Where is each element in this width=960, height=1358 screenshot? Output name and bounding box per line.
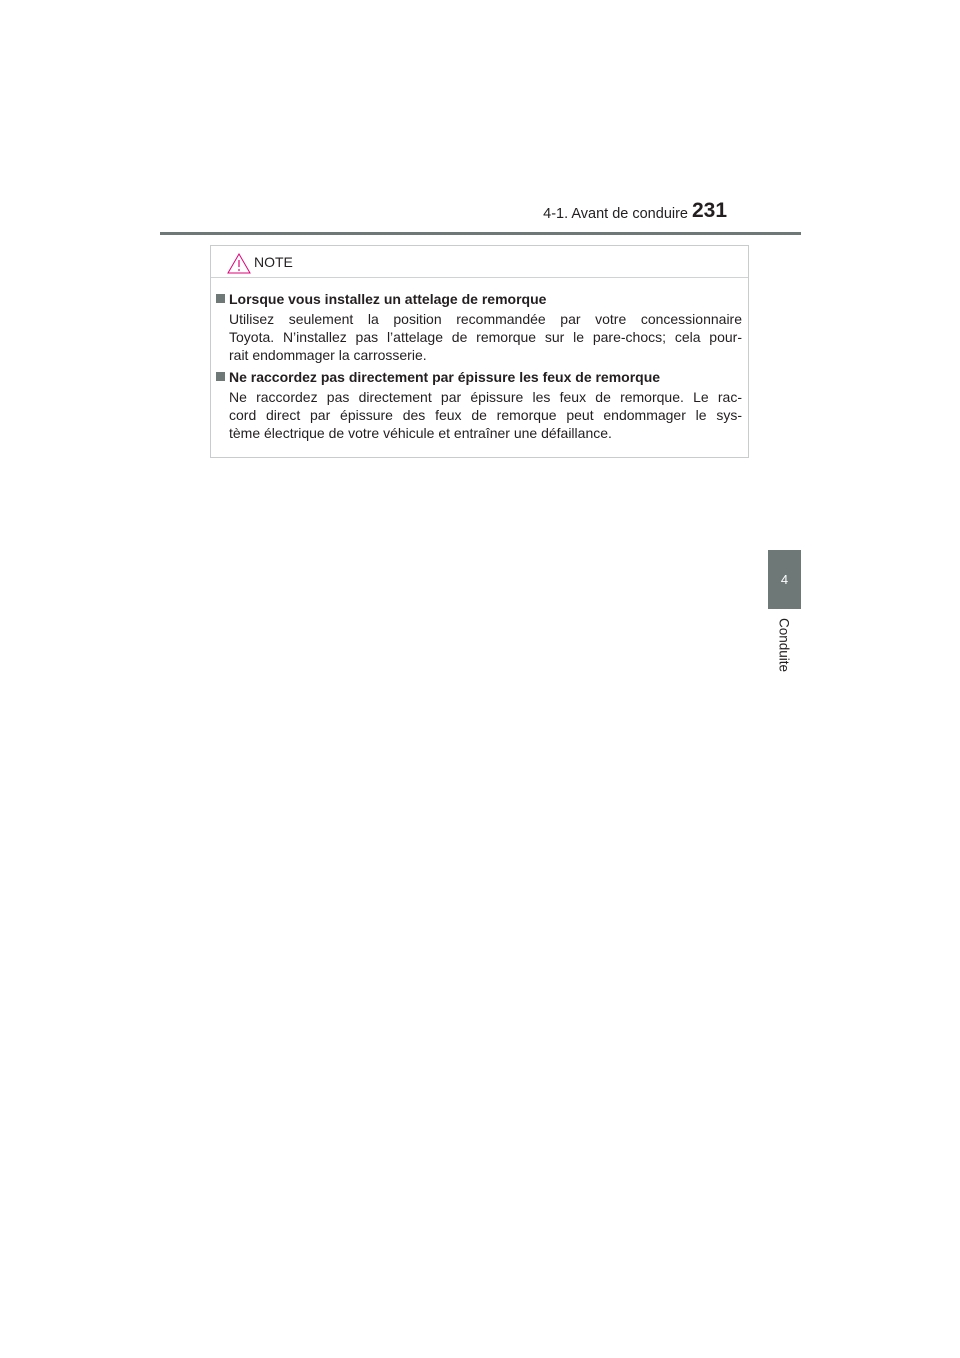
note-header [211,246,748,278]
note-item-body [216,310,742,364]
note-title: NOTE [254,254,293,270]
warning-triangle-icon [227,253,251,274]
chapter-label: Conduite [776,618,792,673]
note-item [216,290,742,364]
header-divider [160,232,801,235]
note-item-heading: Lorsque vous installez un attelage de remorque [229,291,547,307]
body-line: cord direct par épissure des feux de remorque peut endommager le sys- [229,407,742,423]
body-line: Utilisez seulement la position recommandée par votre concessionnaire [229,311,742,327]
body-line: tème électrique de votre véhicule et entraîner une défaillance. [229,425,612,441]
note-box [210,245,749,458]
note-item-heading: Ne raccordez pas directement par épissure les feux de remorque [229,369,661,385]
body-line: rait endommager la carrosserie. [229,347,427,363]
body-line: Ne raccordez pas directement par épissure les feux de remorque. Le rac- [229,389,742,405]
square-bullet-icon [216,372,225,381]
chapter-tab[interactable] [768,550,801,609]
note-item-body [216,388,742,442]
chapter-number: 4 [780,572,789,587]
page-number: 231 [692,199,728,222]
square-bullet-icon [216,294,225,303]
note-item [216,368,742,442]
body-line: Toyota. N’installez pas l’attelage de remorque sur le pare-chocs; cela pour- [229,329,742,345]
section-title: 4-1. Avant de conduire [543,206,688,222]
